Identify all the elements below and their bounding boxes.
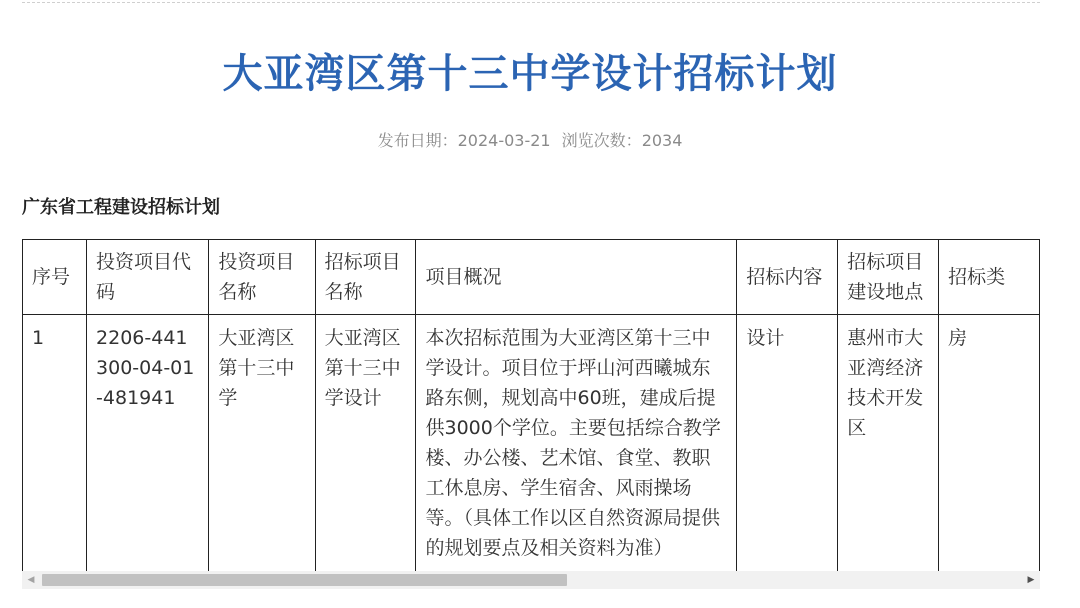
col-header-tender-content: 招标内容 [737,240,838,315]
table-row [23,315,1040,572]
col-header-project-name: 投资项目名称 [209,240,315,315]
article-meta [0,128,1060,151]
cell-project-name: 大亚湾区第十三中学 [209,315,315,572]
col-header-index: 序号 [23,240,87,315]
cell-tender-name: 大亚湾区第十三中学设计 [315,315,416,572]
cell-project-code: 2206-441300-04-01-481941 [87,315,209,572]
cell-tender-content: 设计 [737,315,838,572]
cell-index: 1 [23,315,87,572]
col-header-tender-name: 招标项目名称 [315,240,416,315]
table-scroll-container[interactable] [22,239,1040,571]
cell-location: 惠州市大亚湾经济技术开发区 [838,315,939,572]
col-header-tender-type: 招标类 [939,240,1040,315]
scrollbar-thumb[interactable] [42,574,567,586]
horizontal-scrollbar[interactable] [22,571,1040,589]
view-count [562,131,683,150]
publish-date-label: 发布日期： [377,131,458,150]
col-header-overview: 项目概况 [416,240,737,315]
publish-date [378,131,551,150]
col-header-project-code: 投资项目代码 [87,240,209,315]
scroll-left-arrow-icon[interactable]: ◀ [27,574,35,585]
view-count-value: 2034 [641,131,683,150]
view-count-label: 浏览次数： [561,131,642,150]
cell-overview: 本次招标范围为大亚湾区第十三中学设计。项目位于坪山河西曦城东路东侧，规划高中60班，建成后提供3000个学位。主要包括综合教学楼、办公楼、艺术馆、食堂、教职工休息房、学生宿舍、风雨操场等。（具体工作以区自然资源局提供的规划要点及相关资料为准） [416,315,737,572]
tender-plan-table [22,239,1040,571]
scroll-right-arrow-icon[interactable]: ▶ [1027,574,1035,585]
table-header-row [23,240,1040,315]
publish-date-value: 2024-03-21 [457,131,551,150]
top-divider [22,2,1040,3]
col-header-location: 招标项目建设地点 [838,240,939,315]
section-title: 广东省工程建设招标计划 [22,197,220,218]
page-title: 大亚湾区第十三中学设计招标计划 [222,51,838,97]
cell-tender-type: 房 [939,315,1040,572]
